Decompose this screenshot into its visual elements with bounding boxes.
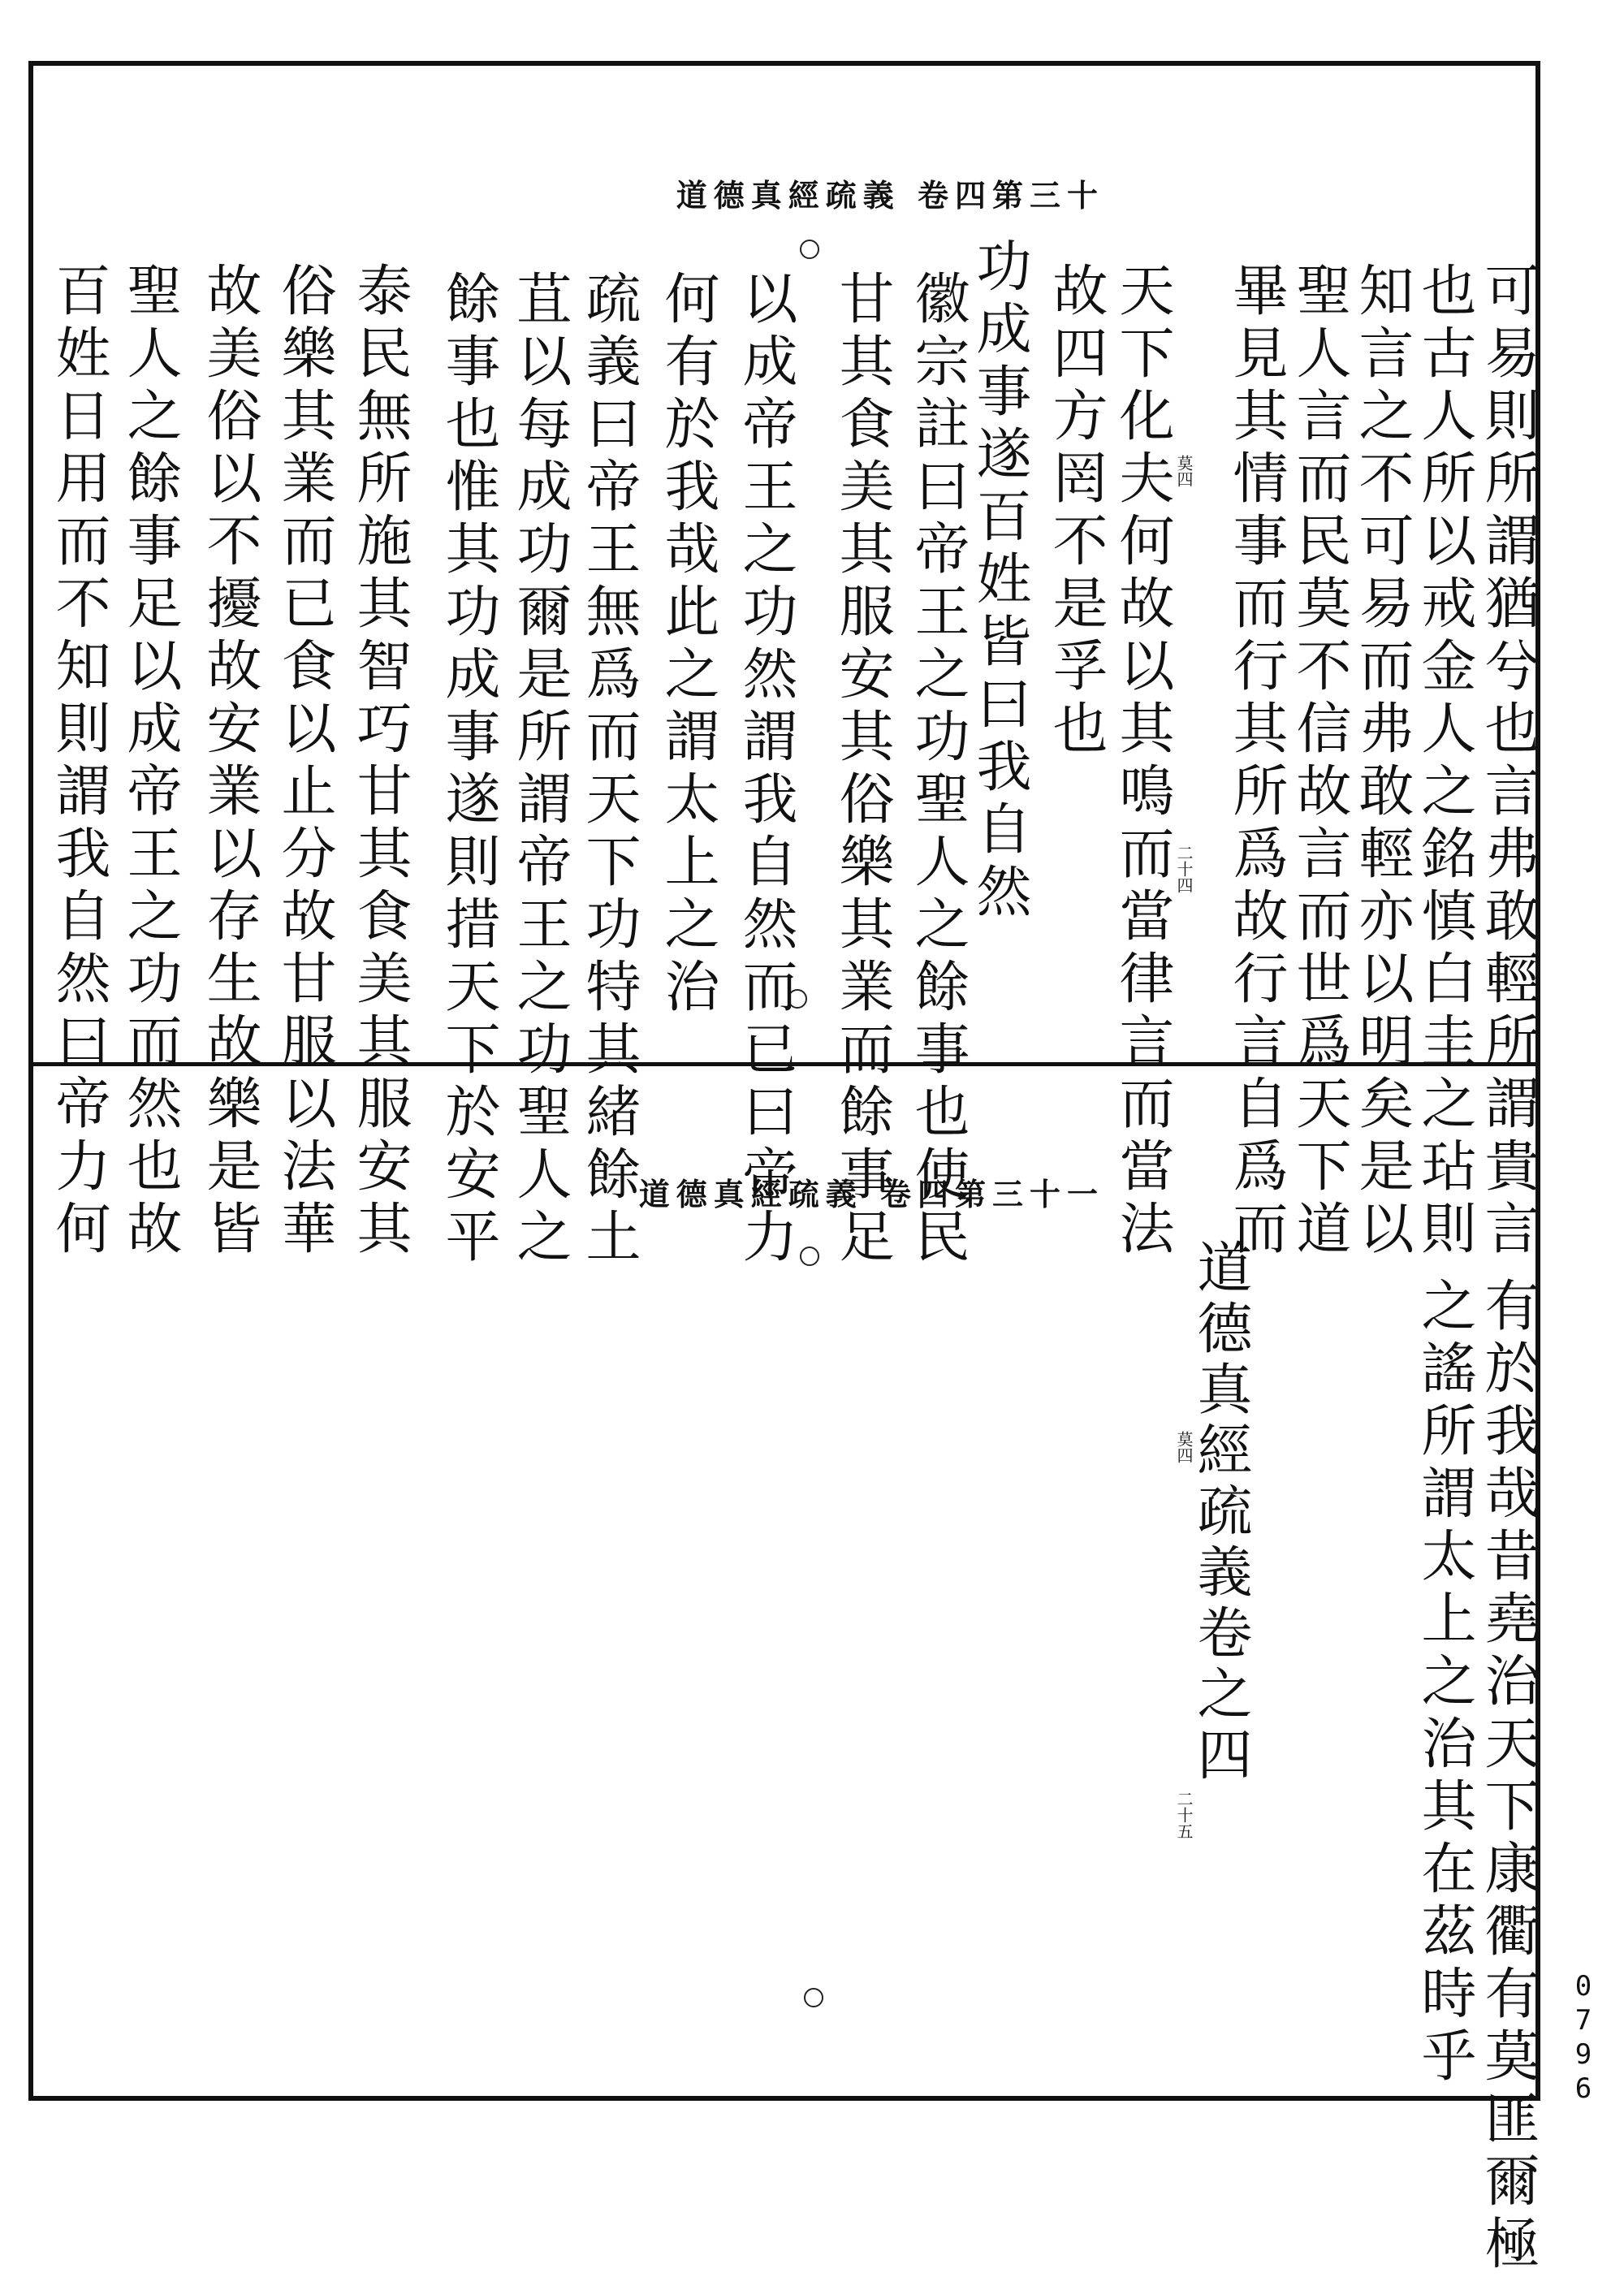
text-column: 泰民無所施其智巧甘其食美其服安其 [348, 261, 412, 1262]
text-column: 功成事遂百姓皆曰我自然 [967, 237, 1031, 925]
text-column: 畢見其情事而行其所爲故行言自爲而 [1224, 261, 1288, 1262]
text-column: 故美俗以不擾故安業以存生故樂是皆 [197, 261, 261, 1262]
text-column: 俗樂其業而已食以止分故甘服以法華 [272, 261, 336, 1262]
text-column: 何有於我哉此之謂太上之治 [655, 270, 719, 1020]
text-column: 之謠所謂太上之治其在茲時乎 [1412, 1277, 1476, 2089]
text-column: 天下化夫何故以其鳴而當律言而當法 [1110, 261, 1174, 1262]
margin-note: 二十五 [1174, 1791, 1194, 1839]
top-running-header: 道德真經疏義 卷四第三十 [676, 177, 1104, 214]
end-title: 道德真經疏義卷之四 [1188, 1238, 1252, 1787]
text-column: 知言之不可易而弗敢輕亦以明矣是以 [1350, 261, 1414, 1262]
text-column: 聖人言而民莫不信故言而世爲天下道 [1287, 261, 1351, 1262]
text-column: 可易則所謂猶兮也言弗敢輕所謂貴言 [1475, 261, 1540, 1262]
text-column: 百姓日用而不知則謂我自然曰帝力何 [46, 261, 110, 1262]
text-column: 徽宗註曰帝王之功聖人之餘事也使民 [905, 270, 970, 1270]
text-column: 甘其食美其服安其俗樂其業而餘事足 [830, 270, 894, 1270]
text-column: 故四方罔不是孚也 [1043, 261, 1108, 762]
bottom-running-header: 道德真經疏義 卷四第三十一 [638, 1176, 1104, 1212]
page-number: 0796 [1574, 1970, 1592, 2105]
text-column: 餘事也惟其功成事遂則措天下於安平 [436, 270, 500, 1270]
punch-hole-mark [804, 1988, 823, 2007]
text-column: 聖人之餘事足以成帝王之功而然也故 [118, 261, 182, 1262]
text-column: 苴以每成功爾是所謂帝王之功聖人之 [508, 270, 572, 1270]
text-column: 也古人所以戒金人之銘慎白圭之玷則 [1412, 261, 1476, 1262]
margin-note: 莫四 [1174, 1431, 1194, 1463]
text-column: 疏義曰帝王無爲而天下功特其緒餘土 [577, 270, 641, 1270]
text-column: 以成帝王之功然謂我自然而已曰帝力 [733, 270, 797, 1270]
margin-note: 莫四 [1174, 455, 1194, 487]
margin-note: 二十四 [1174, 845, 1194, 893]
text-column: 有於我哉昔堯治天下康衢有莫匪爾極 [1475, 1277, 1540, 2277]
punch-hole-mark [800, 240, 819, 259]
punch-hole-mark [800, 1247, 819, 1266]
